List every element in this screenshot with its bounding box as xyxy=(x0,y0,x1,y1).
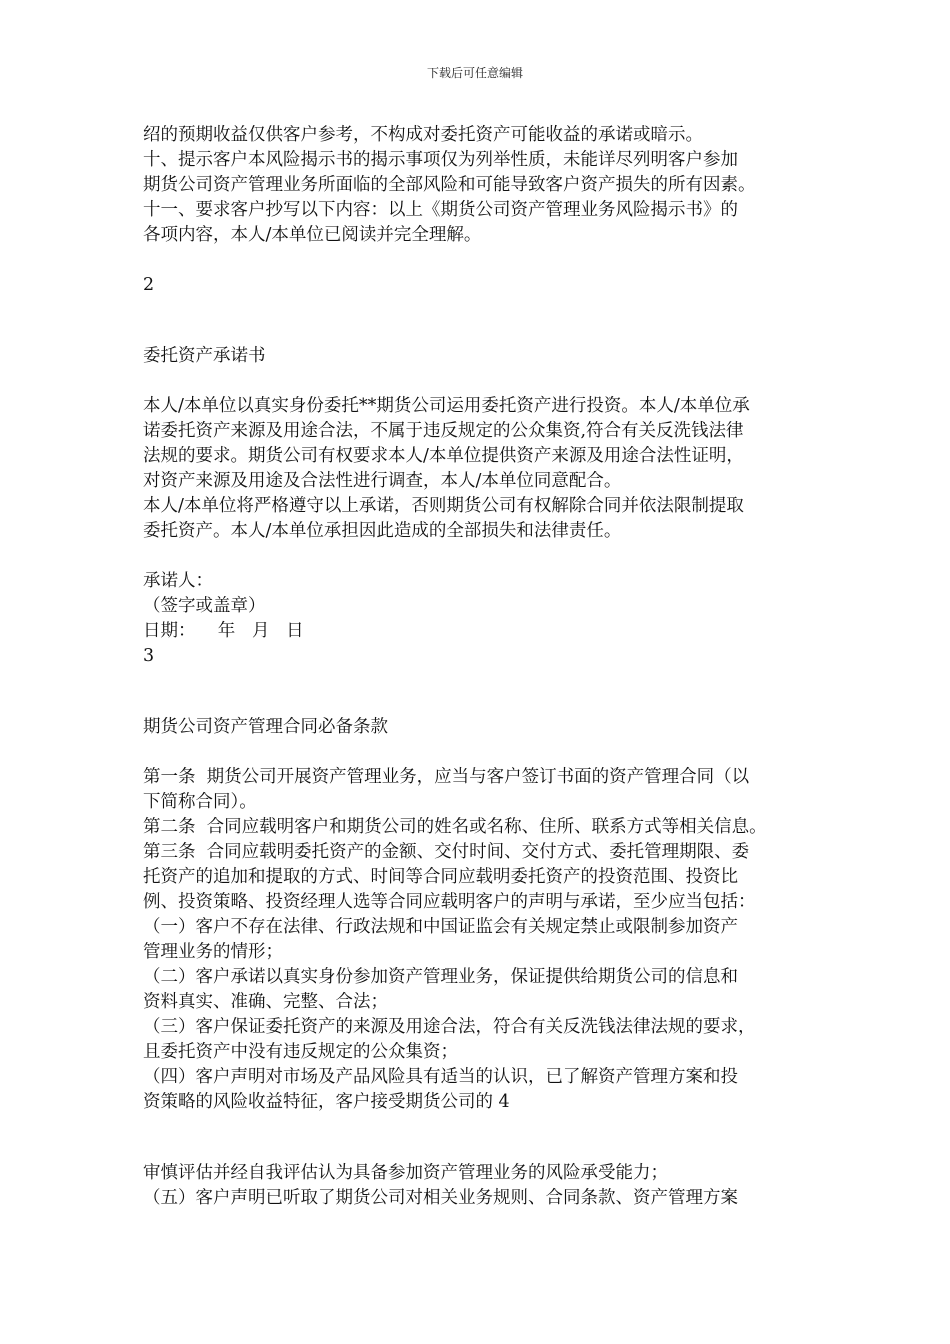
text-line: 审慎评估并经自我评估认为具备参加资产管理业务的风险承受能力； xyxy=(143,1163,668,1183)
text-line: 资料真实、准确、完整、合法； xyxy=(143,992,388,1012)
header-note: 下载后可任意编辑 xyxy=(426,66,523,80)
text-line: 托资产的追加和提取的方式、时间等合同应载明委托资产的投资范围、投资比 xyxy=(143,867,738,887)
text-line: 例、投资策略、投资经理人选等合同应载明客户的声明与承诺，至少应当包括： xyxy=(143,892,756,912)
text-line: 本人/本单位将严格遵守以上承诺，否则期货公司有权解除合同并依法限制提取 xyxy=(143,496,744,516)
risk-disclosure-continuation xyxy=(143,123,823,248)
section-title: 委托资产承诺书 xyxy=(143,346,266,366)
text-line: 第三条 合同应载明委托资产的金额、交付时间、交付方式、委托管理期限、委 xyxy=(143,842,750,862)
text-line: 诺委托资产来源及用途合法，不属于违反规定的公众集资,符合有关反洗钱法律 xyxy=(143,421,744,441)
text-line: 绍的预期收益仅供客户参考，不构成对委托资产可能收益的承诺或暗示。 xyxy=(143,125,703,145)
section-title: 期货公司资产管理合同必备条款 xyxy=(143,717,388,737)
text-line: 十一、要求客户抄写以下内容：以上《期货公司资产管理业务风险揭示书》的 xyxy=(143,200,738,220)
text-line: 十、提示客户本风险揭示书的揭示事项仅为列举性质，未能详尽列明客户参加 xyxy=(143,150,738,170)
text-line: （一）客户不存在法律、行政法规和中国证监会有关规定禁止或限制参加资产 xyxy=(143,917,738,937)
contract-clauses xyxy=(143,765,823,1115)
text-line: 下简称合同）。 xyxy=(143,792,257,812)
text-line: 委托资产。本人/本单位承担因此造成的全部损失和法律责任。 xyxy=(143,521,622,541)
text-line: 资策略的风险收益特征，客户接受期货公司的 4 xyxy=(143,1092,510,1112)
text-line: （四）客户声明对市场及产品风险具有适当的认识，已了解资产管理方案和投 xyxy=(143,1067,738,1087)
text-line: 管理业务的情形； xyxy=(143,942,283,962)
text-line: 对资产来源及用途及合法性进行调查，本人/本单位同意配合。 xyxy=(143,471,622,491)
date-label: 日期： 年 月 日 xyxy=(143,621,304,641)
signatory-label: 承诺人： xyxy=(143,571,213,591)
next-page-continuation xyxy=(143,1161,823,1211)
sign-or-seal-label: （签字或盖章） xyxy=(143,596,266,616)
signature-block xyxy=(143,569,823,644)
text-line: 各项内容，本人/本单位已阅读并完全理解。 xyxy=(143,225,482,245)
page-number: 3 xyxy=(143,646,155,666)
page-number: 2 xyxy=(143,275,155,295)
text-line: （五）客户声明已听取了期货公司对相关业务规则、合同条款、资产管理方案 xyxy=(143,1188,738,1208)
text-line: 本人/本单位以真实身份委托**期货公司运用委托资产进行投资。本人/本单位承 xyxy=(143,396,750,416)
text-line: （二）客户承诺以真实身份参加资产管理业务，保证提供给期货公司的信息和 xyxy=(143,967,738,987)
text-line: 期货公司资产管理业务所面临的全部风险和可能导致客户资产损失的所有因素。 xyxy=(143,175,756,195)
text-line: （三）客户保证委托资产的来源及用途合法，符合有关反洗钱法律法规的要求， xyxy=(143,1017,756,1037)
commitment-body xyxy=(143,394,823,544)
text-line: 第一条 期货公司开展资产管理业务，应当与客户签订书面的资产管理合同（以 xyxy=(143,767,750,787)
document-body xyxy=(143,123,823,1211)
text-line: 法规的要求。期货公司有权要求本人/本单位提供资产来源及用途合法性证明， xyxy=(143,446,744,466)
text-line: 第二条 合同应载明客户和期货公司的姓名或名称、住所、联系方式等相关信息。 xyxy=(143,817,767,837)
text-line: 且委托资产中没有违反规定的公众集资； xyxy=(143,1042,458,1062)
